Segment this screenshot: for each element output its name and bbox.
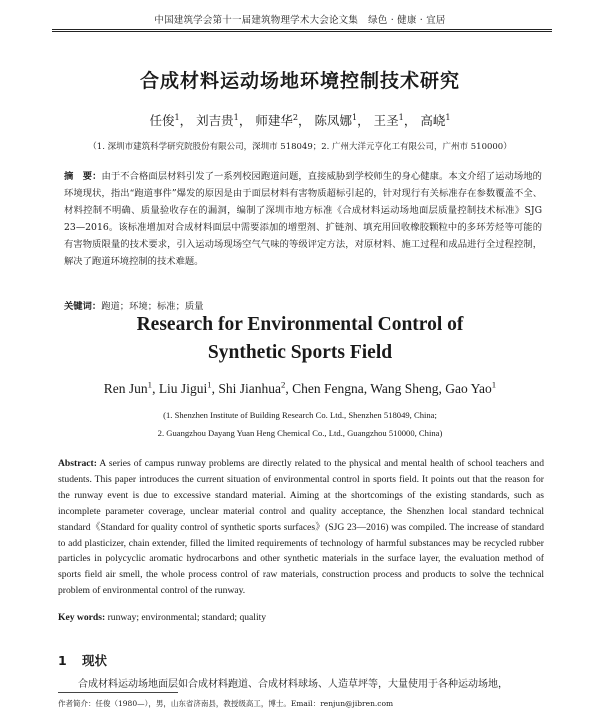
- english-title-line: Synthetic Sports Field: [207, 342, 393, 363]
- english-title: [0, 311, 600, 367]
- author-affiliation-mark: 1: [445, 111, 451, 122]
- chinese-authors: 任俊$^1$， 刘吉贵$^1$， 师建华$^2$， 陈凤娜$^1$， 王圣$^1$， 高峣$^1$: [149, 111, 451, 128]
- header-rule-top: [52, 29, 552, 30]
- author-affiliation-mark: 1: [352, 111, 358, 122]
- header-rule-bottom: [52, 31, 552, 32]
- author-name: Ren Jun: [103, 381, 148, 396]
- author-footnote: 作者简介：任俊（1980—），男，山东省济南县，教授级高工，博士。Email：renjun@jibren.com: [58, 699, 394, 708]
- section-title: 现状: [82, 653, 108, 668]
- abstract-label: 摘 要：: [64, 171, 102, 182]
- author-name: 王圣: [373, 113, 399, 128]
- english-affiliation: [0, 406, 600, 442]
- section-heading: [58, 651, 107, 669]
- chinese-affiliation: （1. 深圳市建筑科学研究院股份有限公司，深圳市 518049；2. 广州大洋元亨化工有限公司，广州市 510000）: [88, 142, 512, 152]
- author-affiliation-mark: 1: [207, 379, 212, 390]
- conference-theme: 绿色 · 健康 · 宜居: [368, 15, 446, 26]
- author-affiliation-mark: 2: [292, 111, 298, 122]
- chinese-title: 合成材料运动场地环境控制技术研究: [139, 70, 460, 92]
- author-affiliation-mark: 2: [280, 379, 286, 390]
- author-affiliation-mark: 1: [233, 111, 239, 122]
- author-name: 刘吉贵: [196, 113, 234, 128]
- running-header: [0, 12, 600, 26]
- section-body-text: 合成材料运动场地面层如合成材料跑道、合成材料球场、人造草坪等，大量使用于各种运动场地，: [78, 679, 508, 690]
- author-name: 陈凤娜: [314, 113, 352, 128]
- abstract-label: Abstract:: [58, 458, 97, 469]
- keywords-label: Key words:: [58, 612, 106, 623]
- author-affiliation-mark: 1: [174, 111, 180, 122]
- keywords-label: 关键词：: [64, 301, 102, 312]
- chinese-keywords: [64, 298, 542, 312]
- author-affiliation-mark: 1: [491, 379, 497, 390]
- conference-name: 中国建筑学会第十一届建筑物理学术大会论文集: [154, 15, 359, 26]
- author-name: Shi Jianhua: [218, 381, 281, 396]
- author-name: 高峣: [420, 113, 446, 128]
- author-name: Wang Sheng: [370, 381, 439, 396]
- author-name: 任俊: [149, 113, 175, 128]
- english-abstract: [58, 456, 544, 599]
- author-affiliation-mark: 1: [147, 379, 153, 390]
- abstract-text: A series of campus runway problems are directly related to the physical and mental health of school teachers and students. This paper introduces the current situation of environmental control in sports field. It points out that the reason for the runway event is due to excessive standard material. Aiming at the shortcomings of the existing standards, such as incomplete parameter coverage, unclear material control and quality acceptance, the Shenzhen local standard technical standard《Standard for quality control of synthetic sports surfaces》(SJG 23—2016) was compiled. The increase of standard to add plasticizer, chain extender, filled the limited requirements of technology of harmful substances may be recycled rubber particles in polycyclic aromatic hydrocarbons and other synthetic materials in the surface layer, the evaluation method of sports field air smell, the whole process control of raw materials, construction process and products to solve the technical problem of environmental control of the runway.: [58, 458, 545, 597]
- author-name: Liu Jigui: [158, 381, 208, 396]
- affiliation-line: (1. Shenzhen Institute of Building Research Co. Ltd., Shenzhen 518049, China;: [163, 410, 437, 420]
- author-name: Gao Yao: [445, 381, 492, 396]
- footnote-rule: [58, 692, 178, 693]
- chinese-abstract: [64, 168, 542, 270]
- english-keywords: [58, 612, 544, 623]
- author-name: Chen Fengna: [292, 381, 364, 396]
- english-title-line: Research for Environmental Control of: [136, 314, 464, 335]
- author-affiliation-mark: 1: [398, 111, 404, 122]
- english-authors: Ren Jun$^1$, Liu Jigui$^1$, Shi Jianhua$^2$, Chen Fengna, Wang Sheng, Gao Yao$^1$: [103, 379, 497, 396]
- keywords-text: 跑道；环境；标准；质量: [101, 301, 204, 312]
- section-number: 1: [58, 653, 67, 668]
- abstract-text: 由于不合格面层材料引发了一系列校园跑道问题，直接威胁到学校师生的身心健康。本文介绍了运动场地的环境现状，指出“跑道事件”爆发的原因是由于面层材料有害物质超标引起的，针对现行有关标准存在参数覆盖不全、材料控制不明确、质量验收存在的漏洞，编制了深圳市地方标准《合成材料运动场地面层质量控制技术标准》SJG 23—2016。该标准增加对合成材料面层中需要添加的增塑剂、扩链剂、填充用回收橡胶颗粒中的多环芳烃等可能的有害物质限量的技术要求，引入运动场现场空气气味的等级评定方法，对原材料、施工过程和成品进行全过程控制，解决了跑道环境控制的技术难题。: [64, 171, 542, 267]
- keywords-text: runway; environmental; standard; quality: [107, 612, 267, 623]
- affiliation-line: 2. Guangzhou Dayang Yuan Heng Chemical Co., Ltd., Guangzhou 510000, China): [157, 428, 443, 438]
- author-name: 师建华: [255, 113, 293, 128]
